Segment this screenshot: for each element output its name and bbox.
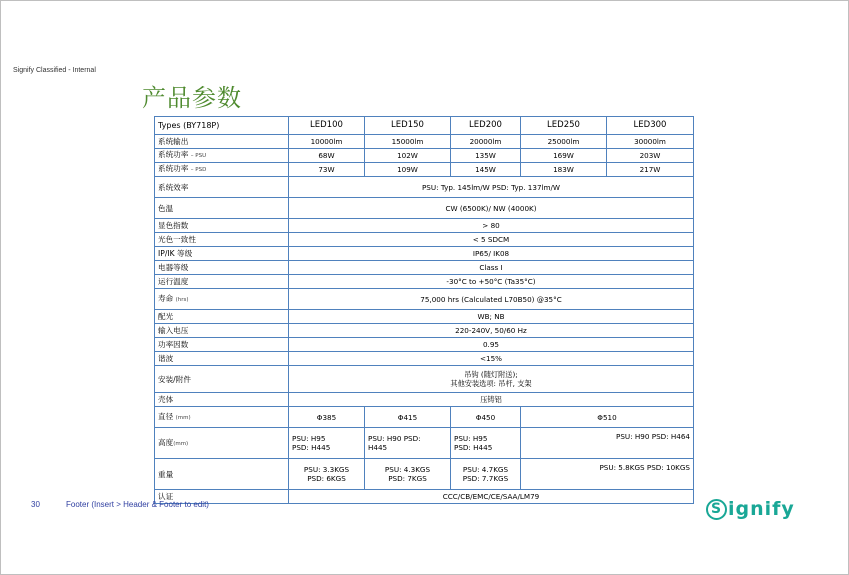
row-label: 输入电压 bbox=[155, 324, 289, 338]
row-label-unit: (mm) bbox=[175, 414, 191, 421]
spec-table bbox=[154, 116, 694, 504]
row-label: IP/IK 等级 bbox=[155, 247, 289, 261]
table-cell: 15000lm bbox=[365, 135, 451, 149]
row-label: 壳体 bbox=[155, 393, 289, 407]
table-cell: 183W bbox=[521, 163, 607, 177]
cell-line: PSU: 3.3KGS bbox=[303, 465, 350, 474]
table-cell: WB; NB bbox=[289, 310, 694, 324]
footer-text: Footer (Insert > Header & Footer to edit) bbox=[66, 500, 209, 509]
table-row bbox=[155, 407, 694, 428]
cell-line: PSD: H445 bbox=[292, 443, 331, 452]
table-cell bbox=[451, 459, 521, 490]
cell-line: PSD: H445 bbox=[454, 443, 493, 452]
table-row bbox=[155, 233, 694, 247]
row-label: 功率因数 bbox=[155, 338, 289, 352]
table-cell: 102W bbox=[365, 149, 451, 163]
table-cell: 75,000 hrs (Calculated L70B50) @35°C bbox=[289, 289, 694, 310]
cell-line: PSU: 4.3KGS bbox=[384, 465, 431, 474]
table-cell: IP65/ IK08 bbox=[289, 247, 694, 261]
table-cell: 73W bbox=[289, 163, 365, 177]
table-row bbox=[155, 275, 694, 289]
row-label-text: 高度 bbox=[158, 437, 174, 447]
mounting-line: 吊钩 (随灯附送); bbox=[464, 370, 518, 379]
table-cell: 203W bbox=[607, 149, 694, 163]
table-row bbox=[155, 149, 694, 163]
row-label bbox=[155, 428, 289, 459]
table-cell: Φ450 bbox=[451, 407, 521, 428]
table-cell: <15% bbox=[289, 352, 694, 366]
model-header: LED250 bbox=[521, 117, 607, 135]
row-label-unit: (mm) bbox=[173, 440, 189, 447]
cell-line: PSU: H90 PSD: bbox=[368, 434, 421, 443]
table-row bbox=[155, 310, 694, 324]
table-row bbox=[155, 163, 694, 177]
table-cell: 30000lm bbox=[607, 135, 694, 149]
row-label-text: 系统功率 bbox=[158, 150, 189, 159]
table-cell: CW (6500K)/ NW (4000K) bbox=[289, 198, 694, 219]
table-cell: Φ510 bbox=[521, 407, 694, 428]
table-cell: 109W bbox=[365, 163, 451, 177]
row-label: 谐波 bbox=[155, 352, 289, 366]
table-row bbox=[155, 338, 694, 352]
table-row bbox=[155, 352, 694, 366]
table-row bbox=[155, 135, 694, 149]
table-cell bbox=[289, 366, 694, 393]
cell-line: PSD: 6KGS bbox=[307, 474, 346, 483]
table-cell: 0.95 bbox=[289, 338, 694, 352]
row-label: 色温 bbox=[155, 198, 289, 219]
mounting-line: 其他安装选项: 吊杆, 支架 bbox=[450, 379, 532, 388]
table-row bbox=[155, 261, 694, 275]
table-cell: Class I bbox=[289, 261, 694, 275]
table-cell: 220-240V, 50/60 Hz bbox=[289, 324, 694, 338]
row-label-suffix: – PSD bbox=[190, 167, 207, 173]
table-row bbox=[155, 459, 694, 490]
row-label-suffix: – PSU bbox=[190, 153, 207, 159]
row-label-text: 系统功率 bbox=[158, 164, 189, 173]
table-cell: > 80 bbox=[289, 219, 694, 233]
table-cell bbox=[289, 459, 365, 490]
row-label-text: 寿命 bbox=[158, 293, 174, 303]
logo-wordmark: ignify bbox=[728, 498, 795, 520]
table-cell: CCC/CB/EMC/CE/SAA/LM79 bbox=[289, 490, 694, 504]
cell-line: H445 bbox=[368, 443, 388, 452]
row-label: 安装/附件 bbox=[155, 366, 289, 393]
row-label: 配光 bbox=[155, 310, 289, 324]
table-cell: 169W bbox=[521, 149, 607, 163]
table-cell: 压铸铝 bbox=[289, 393, 694, 407]
table-cell: < 5 SDCM bbox=[289, 233, 694, 247]
table-cell: 217W bbox=[607, 163, 694, 177]
row-label-text: 直径 bbox=[158, 411, 174, 421]
cell-line: PSD: 7KGS bbox=[388, 474, 427, 483]
table-row bbox=[155, 247, 694, 261]
table-row bbox=[155, 393, 694, 407]
table-cell bbox=[451, 428, 521, 459]
row-label: Types (BY718P) bbox=[155, 117, 289, 135]
table-row bbox=[155, 198, 694, 219]
row-label bbox=[155, 149, 289, 163]
table-row bbox=[155, 428, 694, 459]
table-cell: PSU: Typ. 145lm/W PSD: Typ. 137lm/W bbox=[289, 177, 694, 198]
table-cell bbox=[365, 428, 451, 459]
table-row bbox=[155, 366, 694, 393]
row-label: 运行温度 bbox=[155, 275, 289, 289]
table-cell bbox=[365, 459, 451, 490]
cell-line: PSU: H95 bbox=[454, 434, 488, 443]
table-cell: -30°C to +50°C (Ta35°C) bbox=[289, 275, 694, 289]
table-row bbox=[155, 324, 694, 338]
signify-logo bbox=[706, 497, 795, 521]
model-header: LED300 bbox=[607, 117, 694, 135]
table-cell: 20000lm bbox=[451, 135, 521, 149]
table-cell: 68W bbox=[289, 149, 365, 163]
row-label-unit: (hrs) bbox=[175, 296, 189, 303]
classification-label: Signify Classified - Internal bbox=[13, 67, 96, 74]
table-cell: Φ415 bbox=[365, 407, 451, 428]
row-label bbox=[155, 289, 289, 310]
table-row bbox=[155, 490, 694, 504]
cell-line: PSU: 4.7KGS bbox=[462, 465, 509, 474]
row-label: 系统输出 bbox=[155, 135, 289, 149]
table-row bbox=[155, 177, 694, 198]
cell-line: PSD: 7.7KGS bbox=[462, 474, 509, 483]
model-header: LED100 bbox=[289, 117, 365, 135]
row-label: 重量 bbox=[155, 459, 289, 490]
page-number: 30 bbox=[31, 500, 40, 509]
table-cell: PSU: 5.8KGS PSD: 10KGS bbox=[521, 459, 694, 490]
table-cell bbox=[289, 428, 365, 459]
table-cell: Φ385 bbox=[289, 407, 365, 428]
row-label: 系统效率 bbox=[155, 177, 289, 198]
row-label: 显色指数 bbox=[155, 219, 289, 233]
table-cell: 10000lm bbox=[289, 135, 365, 149]
logo-circle-s: S bbox=[706, 499, 727, 520]
table-row bbox=[155, 219, 694, 233]
table-cell: 25000lm bbox=[521, 135, 607, 149]
table-row bbox=[155, 289, 694, 310]
cell-line: PSU: H95 bbox=[292, 434, 326, 443]
table-cell: 135W bbox=[451, 149, 521, 163]
row-label: 光色一致性 bbox=[155, 233, 289, 247]
model-header: LED150 bbox=[365, 117, 451, 135]
page-title: 产品参数 bbox=[142, 84, 242, 112]
table-cell: PSU: H90 PSD: H464 bbox=[521, 428, 694, 459]
model-header: LED200 bbox=[451, 117, 521, 135]
table-header-row bbox=[155, 117, 694, 135]
table-cell: 145W bbox=[451, 163, 521, 177]
row-label: 认证 bbox=[155, 490, 289, 504]
row-label: 电器等级 bbox=[155, 261, 289, 275]
row-label bbox=[155, 163, 289, 177]
row-label bbox=[155, 407, 289, 428]
